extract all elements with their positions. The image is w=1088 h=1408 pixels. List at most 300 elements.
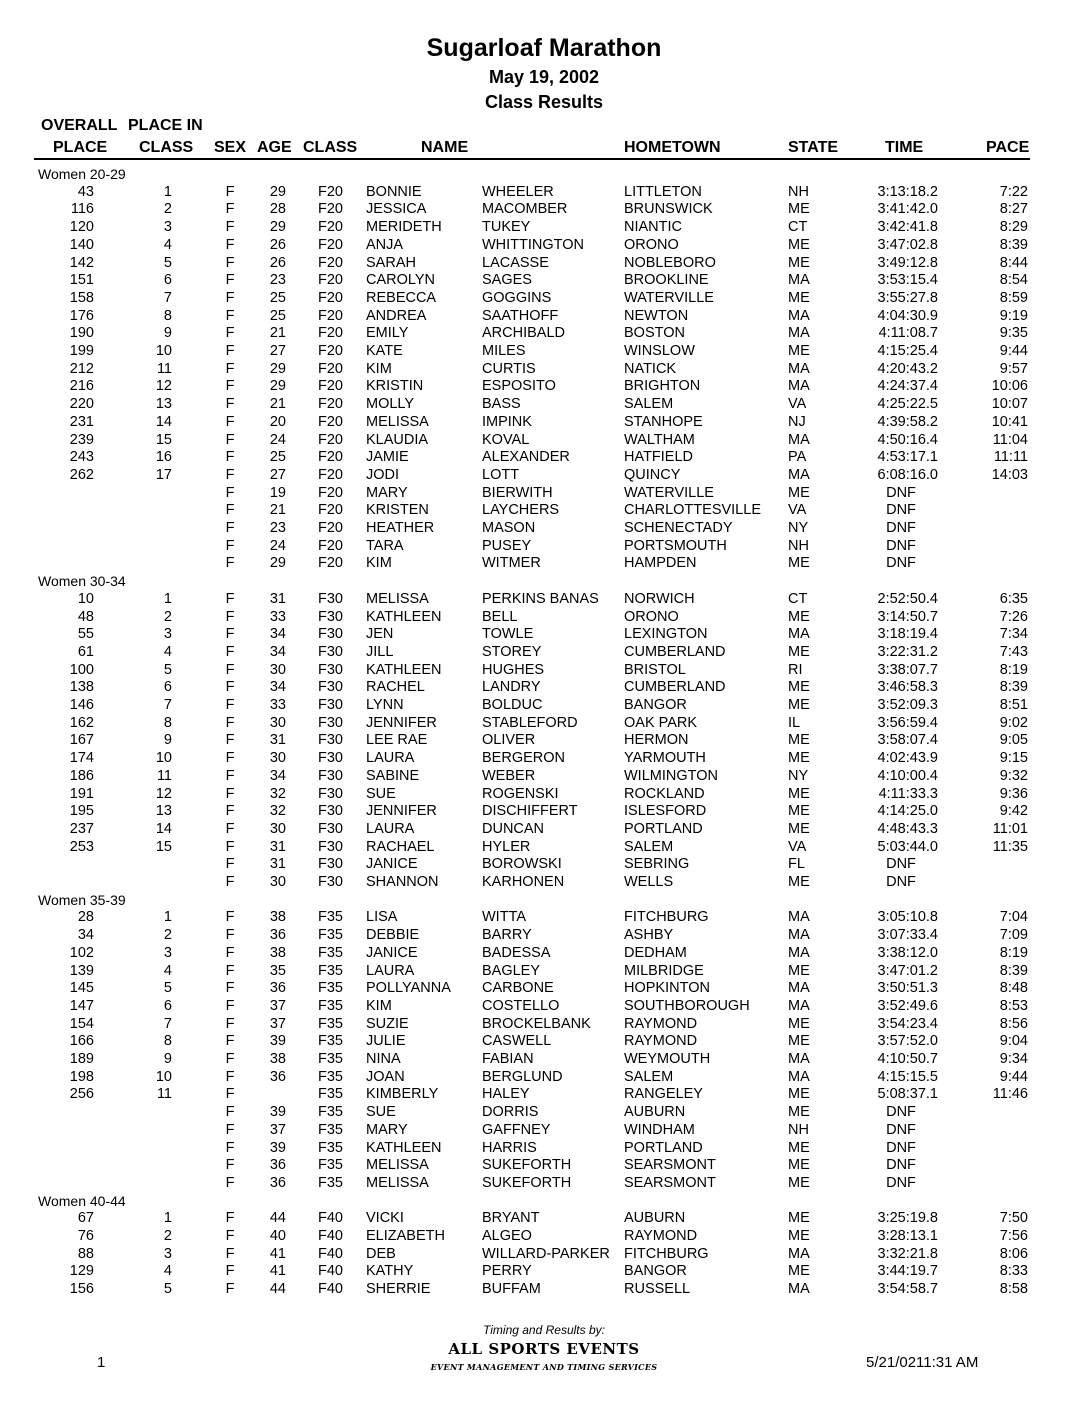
cell-hometown: QUINCY xyxy=(624,466,681,483)
cell-sex: F xyxy=(225,909,235,926)
cell-time: 3:56:59.4 xyxy=(877,714,938,731)
table-row xyxy=(0,184,1088,202)
cell-state: ME xyxy=(788,201,810,218)
cell-overall-place: 100 xyxy=(69,661,94,678)
cell-last-name: DORRIS xyxy=(482,1104,539,1121)
cell-sex: F xyxy=(225,254,235,271)
cell-sex: F xyxy=(225,1228,235,1244)
cell-age: 37 xyxy=(269,1015,286,1032)
cell-class-code: F40 xyxy=(318,1245,343,1262)
cell-pace: 8:59 xyxy=(999,289,1028,306)
cell-age: 25 xyxy=(269,289,286,306)
cell-pace: 8:27 xyxy=(999,201,1028,218)
cell-age: 41 xyxy=(269,1263,286,1280)
cell-first-name: JODI xyxy=(366,466,400,483)
cell-age: 27 xyxy=(269,343,286,359)
cell-hometown: AUBURN xyxy=(624,1210,686,1227)
cell-class-code: F35 xyxy=(318,997,343,1014)
cell-time: 6:08:16.0 xyxy=(877,466,938,483)
cell-time: DNF xyxy=(886,1157,916,1174)
cell-last-name: WHITTINGTON xyxy=(482,236,585,253)
cell-state: NH xyxy=(788,1121,809,1138)
cell-overall-place: 256 xyxy=(69,1086,94,1103)
cell-last-name: BOROWSKI xyxy=(482,856,562,873)
cell-age: 24 xyxy=(269,537,286,554)
cell-time: 5:08:37.1 xyxy=(877,1086,938,1103)
table-row xyxy=(0,1122,1088,1140)
table-row xyxy=(0,467,1088,485)
cell-last-name: ALGEO xyxy=(482,1228,532,1244)
cell-time: 4:25:22.5 xyxy=(877,396,938,413)
cell-hometown: RUSSELL xyxy=(624,1281,691,1298)
cell-last-name: WHEELER xyxy=(482,183,554,200)
cell-class-place: 10 xyxy=(155,750,172,767)
cell-hometown: BRUNSWICK xyxy=(624,201,713,218)
cell-class-place: 12 xyxy=(155,378,172,395)
cell-sex: F xyxy=(225,626,235,643)
cell-class-place: 6 xyxy=(163,997,172,1014)
cell-class-code: F40 xyxy=(318,1281,343,1298)
cell-time: 3:38:12.0 xyxy=(877,944,938,961)
table-row xyxy=(0,414,1088,432)
cell-pace: 9:15 xyxy=(999,750,1028,767)
cell-sex: F xyxy=(225,767,235,784)
cell-last-name: FABIAN xyxy=(482,1051,534,1067)
cell-first-name: KATHLEEN xyxy=(366,608,442,625)
cell-hometown: ISLESFORD xyxy=(624,803,707,820)
cell-sex: F xyxy=(225,750,235,767)
cell-sex: F xyxy=(225,980,235,997)
cell-last-name: DISCHIFFERT xyxy=(482,803,578,820)
cell-last-name: PUSEY xyxy=(482,537,532,554)
cell-pace: 10:07 xyxy=(991,396,1028,413)
cell-class-code: F20 xyxy=(318,343,343,359)
cell-state: MA xyxy=(788,466,810,483)
cell-hometown: RANGELEY xyxy=(624,1086,703,1103)
cell-state: ME xyxy=(788,803,810,820)
brand-logo: ALL SPORTS EVENTS xyxy=(448,1340,640,1358)
cell-last-name: MASON xyxy=(482,520,536,536)
cell-class-place: 1 xyxy=(163,590,172,607)
cell-hometown: WILMINGTON xyxy=(624,767,718,784)
cell-age: 36 xyxy=(269,1157,286,1174)
cell-time: 3:52:49.6 xyxy=(877,997,938,1014)
cell-state: MA xyxy=(788,1051,810,1067)
cell-last-name: LANDRY xyxy=(482,679,541,696)
cell-first-name: SHERRIE xyxy=(366,1281,431,1298)
header-place-in: PLACE IN xyxy=(128,117,203,134)
cell-last-name: WITMER xyxy=(482,555,541,572)
cell-last-name: IMPINK xyxy=(482,413,532,430)
cell-time: 3:49:12.8 xyxy=(877,254,938,271)
cell-first-name: JESSICA xyxy=(366,201,427,218)
cell-age: 28 xyxy=(269,201,286,218)
cell-last-name: COSTELLO xyxy=(482,997,560,1014)
cell-time: DNF xyxy=(886,484,916,501)
cell-pace: 11:35 xyxy=(992,838,1028,855)
cell-sex: F xyxy=(225,484,235,501)
cell-overall-place: 262 xyxy=(69,466,94,483)
cell-state: NH xyxy=(788,537,809,554)
cell-hometown: HATFIELD xyxy=(624,449,694,466)
cell-overall-place: 28 xyxy=(77,909,94,926)
cell-age: 34 xyxy=(269,679,286,696)
cell-sex: F xyxy=(225,1245,235,1262)
cell-hometown: SALEM xyxy=(624,1068,674,1085)
header-class-code: CLASS xyxy=(303,139,358,156)
cell-first-name: MARY xyxy=(366,1121,408,1138)
cell-pace: 9:19 xyxy=(999,307,1028,324)
header-hometown: HOMETOWN xyxy=(624,139,721,156)
cell-class-code: F30 xyxy=(318,608,343,625)
cell-class-code: F20 xyxy=(318,289,343,306)
cell-first-name: MERIDETH xyxy=(366,219,442,236)
page-number: 1 xyxy=(97,1354,106,1371)
cell-state: IL xyxy=(788,714,801,731)
table-row xyxy=(0,1281,1088,1299)
cell-sex: F xyxy=(225,378,235,395)
cell-overall-place: 253 xyxy=(69,838,94,855)
cell-last-name: OLIVER xyxy=(482,732,536,749)
cell-state: NJ xyxy=(788,413,806,430)
cell-time: 4:11:08.7 xyxy=(878,325,938,342)
cell-state: ME xyxy=(788,679,810,696)
cell-pace: 9:32 xyxy=(999,767,1028,784)
cell-state: ME xyxy=(788,484,810,501)
cell-class-place: 9 xyxy=(163,1051,172,1067)
cell-state: CT xyxy=(788,590,808,607)
cell-overall-place: 166 xyxy=(69,1033,94,1050)
cell-overall-place: 216 xyxy=(69,378,94,395)
cell-time: 4:39:58.2 xyxy=(877,413,938,430)
cell-class-place: 12 xyxy=(155,785,172,802)
cell-hometown: SEARSMONT xyxy=(624,1157,716,1174)
cell-pace: 6:35 xyxy=(999,590,1028,607)
cell-hometown: LITTLETON xyxy=(624,183,702,200)
cell-class-code: F30 xyxy=(318,626,343,643)
table-row xyxy=(0,697,1088,715)
cell-class-code: F20 xyxy=(318,201,343,218)
cell-class-code: F35 xyxy=(318,1051,343,1067)
cell-class-place: 13 xyxy=(155,396,172,413)
cell-time: DNF xyxy=(886,1121,916,1138)
cell-sex: F xyxy=(225,343,235,359)
cell-hometown: ORONO xyxy=(624,236,679,253)
cell-overall-place: 140 xyxy=(69,236,94,253)
cell-hometown: RAYMOND xyxy=(624,1228,698,1244)
cell-state: ME xyxy=(788,1228,810,1244)
cell-overall-place: 151 xyxy=(69,272,94,289)
table-row xyxy=(0,715,1088,733)
cell-sex: F xyxy=(225,1068,235,1085)
cell-sex: F xyxy=(225,1210,235,1227)
cell-time: 3:53:15.4 xyxy=(877,272,938,289)
cell-class-code: F30 xyxy=(318,661,343,678)
cell-age: 21 xyxy=(269,396,286,413)
table-row xyxy=(0,1263,1088,1281)
cell-pace: 9:35 xyxy=(999,325,1028,342)
cell-first-name: DEBBIE xyxy=(366,927,420,944)
cell-first-name: EMILY xyxy=(366,325,409,342)
cell-class-code: F20 xyxy=(318,484,343,501)
cell-overall-place: 48 xyxy=(77,608,94,625)
cell-class-place: 6 xyxy=(163,272,172,289)
cell-last-name: ROGENSKI xyxy=(482,785,559,802)
cell-sex: F xyxy=(225,1263,235,1280)
cell-time: 4:50:16.4 xyxy=(877,431,938,448)
cell-pace: 10:41 xyxy=(991,413,1028,430)
cell-first-name: JULIE xyxy=(366,1033,406,1050)
cell-hometown: YARMOUTH xyxy=(624,750,706,767)
cell-first-name: LISA xyxy=(366,909,398,926)
header-pace: PACE xyxy=(986,139,1030,156)
cell-time: 3:13:18.2 xyxy=(877,183,938,200)
cell-pace: 8:06 xyxy=(999,1245,1028,1262)
cell-age: 31 xyxy=(269,732,286,749)
cell-last-name: GAFFNEY xyxy=(482,1121,551,1138)
cell-time: 3:58:07.4 xyxy=(877,732,938,749)
table-row xyxy=(0,963,1088,981)
brand-tagline: EVENT MANAGEMENT AND TIMING SERVICES xyxy=(430,1362,658,1372)
cell-state: ME xyxy=(788,1015,810,1032)
cell-last-name: WITTA xyxy=(482,909,527,926)
cell-sex: F xyxy=(225,803,235,820)
cell-class-code: F35 xyxy=(318,1104,343,1121)
cell-class-code: F30 xyxy=(318,874,343,890)
cell-first-name: SHANNON xyxy=(366,874,439,890)
table-row xyxy=(0,927,1088,945)
cell-hometown: BRISTOL xyxy=(624,661,686,678)
table-row xyxy=(0,786,1088,804)
cell-class-place: 7 xyxy=(163,697,172,713)
cell-overall-place: 67 xyxy=(77,1210,94,1227)
cell-hometown: SALEM xyxy=(624,838,674,855)
cell-hometown: ROCKLAND xyxy=(624,785,705,802)
cell-age: 38 xyxy=(269,944,286,961)
cell-state: ME xyxy=(788,750,810,767)
cell-state: MA xyxy=(788,909,810,926)
table-row xyxy=(0,644,1088,662)
cell-class-place: 9 xyxy=(163,732,172,749)
cell-class-place: 7 xyxy=(163,1015,172,1032)
cell-sex: F xyxy=(225,307,235,324)
timing-credit: Timing and Results by: xyxy=(483,1323,605,1337)
cell-first-name: ANDREA xyxy=(366,307,427,324)
cell-class-code: F35 xyxy=(318,962,343,979)
cell-sex: F xyxy=(225,1086,235,1103)
cell-hometown: NEWTON xyxy=(624,307,689,324)
table-row xyxy=(0,856,1088,874)
cell-class-place: 5 xyxy=(163,1281,172,1298)
cell-last-name: BOLDUC xyxy=(482,697,543,713)
cell-hometown: FITCHBURG xyxy=(624,909,709,926)
cell-hometown: ASHBY xyxy=(624,927,674,944)
cell-last-name: CURTIS xyxy=(482,360,536,377)
cell-pace: 9:44 xyxy=(999,343,1028,359)
cell-time: 4:10:50.7 xyxy=(877,1051,938,1067)
cell-first-name: JILL xyxy=(366,643,394,660)
cell-overall-place: 76 xyxy=(77,1228,94,1244)
cell-class-code: F20 xyxy=(318,378,343,395)
cell-overall-place: 237 xyxy=(69,820,94,837)
cell-time: DNF xyxy=(886,537,916,554)
cell-hometown: RAYMOND xyxy=(624,1015,698,1032)
cell-overall-place: 162 xyxy=(69,714,94,731)
cell-first-name: NINA xyxy=(366,1051,401,1067)
header-class: CLASS xyxy=(139,139,194,156)
cell-state: MA xyxy=(788,997,810,1014)
table-row xyxy=(0,361,1088,379)
cell-hometown: SOUTHBOROUGH xyxy=(624,997,750,1014)
cell-hometown: SEARSMONT xyxy=(624,1174,716,1191)
cell-pace: 7:04 xyxy=(999,909,1028,926)
table-row xyxy=(0,201,1088,219)
cell-first-name: MELISSA xyxy=(366,413,429,430)
table-row xyxy=(0,272,1088,290)
table-row xyxy=(0,1175,1088,1193)
cell-overall-place: 167 xyxy=(69,732,94,749)
cell-overall-place: 190 xyxy=(69,325,94,342)
cell-time: 4:02:43.9 xyxy=(877,750,938,767)
cell-first-name: POLLYANNA xyxy=(366,980,451,997)
cell-state: NY xyxy=(788,520,809,536)
cell-sex: F xyxy=(225,1051,235,1067)
cell-class-code: F20 xyxy=(318,520,343,536)
cell-hometown: MILBRIDGE xyxy=(624,962,704,979)
cell-last-name: WEBER xyxy=(482,767,536,784)
cell-state: ME xyxy=(788,732,810,749)
cell-first-name: KIMBERLY xyxy=(366,1086,439,1103)
cell-first-name: TARA xyxy=(366,537,404,554)
cell-sex: F xyxy=(225,431,235,448)
cell-state: MA xyxy=(788,927,810,944)
cell-last-name: HALEY xyxy=(482,1086,530,1103)
print-timestamp: 5/21/0211:31 AM xyxy=(866,1354,979,1371)
cell-class-place: 1 xyxy=(163,183,172,200)
cell-last-name: SUKEFORTH xyxy=(482,1157,572,1174)
cell-pace: 9:57 xyxy=(999,360,1028,377)
cell-class-code: F20 xyxy=(318,272,343,289)
cell-state: ME xyxy=(788,1210,810,1227)
cell-age: 29 xyxy=(269,360,286,377)
cell-state: ME xyxy=(788,643,810,660)
cell-pace: 7:50 xyxy=(999,1210,1028,1227)
cell-hometown: CUMBERLAND xyxy=(624,679,726,696)
cell-class-place: 3 xyxy=(163,219,172,236)
table-row xyxy=(0,1104,1088,1122)
cell-class-place: 8 xyxy=(163,1033,172,1050)
cell-class-place: 16 xyxy=(155,449,172,466)
cell-class-code: F30 xyxy=(318,820,343,837)
cell-class-code: F35 xyxy=(318,1086,343,1103)
cell-hometown: WINDHAM xyxy=(624,1121,695,1138)
cell-sex: F xyxy=(225,643,235,660)
cell-age: 23 xyxy=(269,272,286,289)
cell-overall-place: 191 xyxy=(69,785,94,802)
cell-state: ME xyxy=(788,236,810,253)
table-row xyxy=(0,839,1088,857)
cell-class-code: F20 xyxy=(318,413,343,430)
cell-first-name: HEATHER xyxy=(366,520,435,536)
cell-last-name: BERGLUND xyxy=(482,1068,563,1085)
cell-first-name: REBECCA xyxy=(366,289,437,306)
cell-hometown: NIANTIC xyxy=(624,219,682,236)
cell-state: MA xyxy=(788,272,810,289)
cell-state: CT xyxy=(788,219,808,236)
cell-age: 26 xyxy=(269,236,286,253)
cell-sex: F xyxy=(225,1139,235,1156)
cell-class-code: F35 xyxy=(318,1139,343,1156)
cell-last-name: MACOMBER xyxy=(482,201,568,218)
cell-state: ME xyxy=(788,874,810,890)
cell-class-place: 4 xyxy=(163,236,172,253)
table-row xyxy=(0,998,1088,1016)
cell-last-name: KARHONEN xyxy=(482,874,565,890)
cell-age: 21 xyxy=(269,325,286,342)
cell-last-name: TOWLE xyxy=(482,626,534,643)
cell-age: 39 xyxy=(269,1104,286,1121)
cell-first-name: LAURA xyxy=(366,962,415,979)
cell-last-name: SAATHOFF xyxy=(482,307,559,324)
cell-hometown: SALEM xyxy=(624,396,674,413)
cell-class-code: F35 xyxy=(318,1015,343,1032)
cell-age: 19 xyxy=(269,484,286,501)
cell-state: MA xyxy=(788,980,810,997)
cell-class-code: F20 xyxy=(318,466,343,483)
cell-time: DNF xyxy=(886,555,916,572)
cell-age: 31 xyxy=(269,590,286,607)
cell-time: 3:54:23.4 xyxy=(877,1015,938,1032)
cell-first-name: JENNIFER xyxy=(366,714,437,731)
cell-first-name: BONNIE xyxy=(366,183,422,200)
cell-class-code: F40 xyxy=(318,1263,343,1280)
cell-sex: F xyxy=(225,537,235,554)
cell-state: MA xyxy=(788,360,810,377)
header-name: NAME xyxy=(421,139,469,156)
cell-pace: 8:39 xyxy=(999,962,1028,979)
cell-pace: 8:19 xyxy=(999,944,1028,961)
cell-sex: F xyxy=(225,219,235,236)
cell-sex: F xyxy=(225,360,235,377)
table-row xyxy=(0,626,1088,644)
cell-class-code: F20 xyxy=(318,219,343,236)
cell-pace: 8:54 xyxy=(999,272,1028,289)
cell-age: 34 xyxy=(269,626,286,643)
cell-age: 30 xyxy=(269,661,286,678)
cell-overall-place: 198 xyxy=(69,1068,94,1085)
cell-last-name: BARRY xyxy=(482,927,532,944)
cell-class-place: 5 xyxy=(163,980,172,997)
table-row xyxy=(0,255,1088,273)
cell-hometown: AUBURN xyxy=(624,1104,686,1121)
cell-class-place: 3 xyxy=(163,626,172,643)
cell-age: 32 xyxy=(269,803,286,820)
cell-hometown: NOBLEBORO xyxy=(624,254,716,271)
cell-sex: F xyxy=(225,449,235,466)
cell-first-name: RACHEL xyxy=(366,679,425,696)
cell-last-name: WILLARD-PARKER xyxy=(482,1245,610,1262)
cell-state: ME xyxy=(788,289,810,306)
cell-hometown: FITCHBURG xyxy=(624,1245,709,1262)
cell-pace: 7:34 xyxy=(999,626,1028,643)
cell-time: 3:50:51.3 xyxy=(877,980,938,997)
cell-pace: 8:39 xyxy=(999,236,1028,253)
cell-time: 4:11:33.3 xyxy=(878,785,938,802)
cell-pace: 7:56 xyxy=(999,1228,1028,1244)
cell-age: 29 xyxy=(269,378,286,395)
table-row xyxy=(0,1210,1088,1228)
cell-pace: 7:26 xyxy=(999,608,1028,625)
